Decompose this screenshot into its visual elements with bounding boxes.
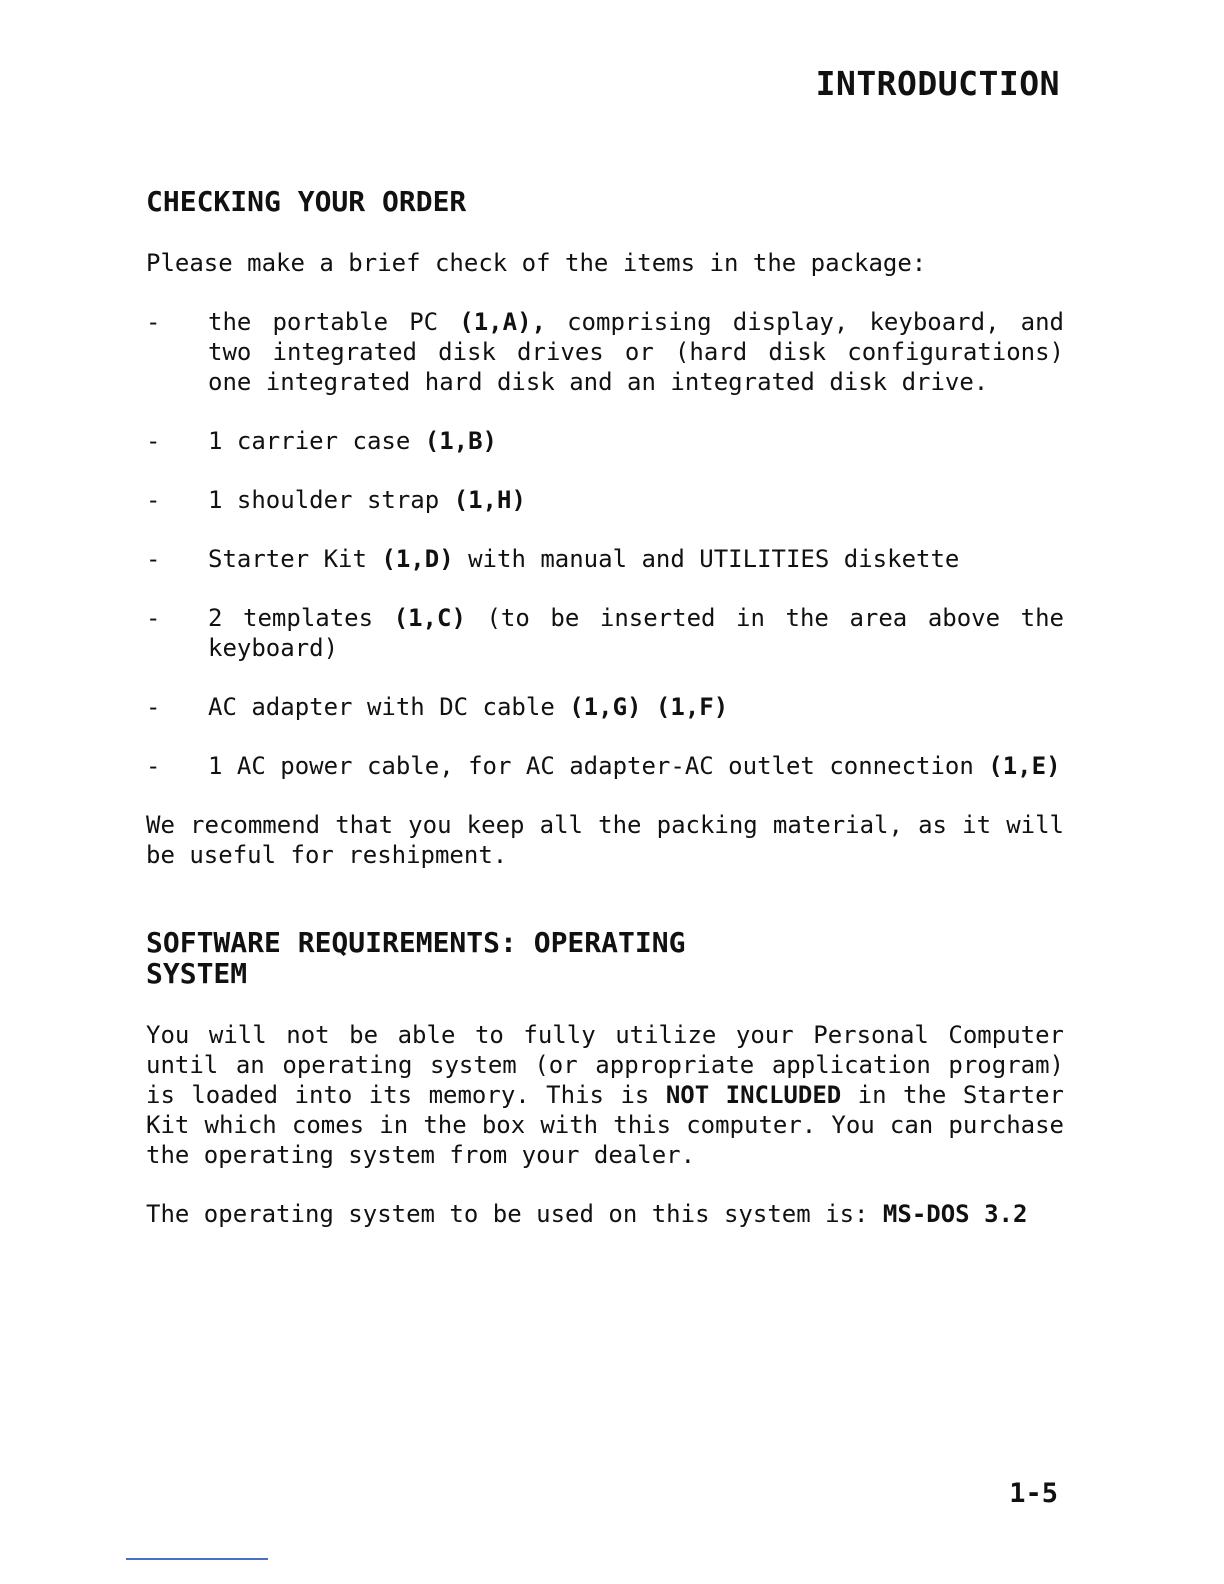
software-paragraph [146,1020,1064,1170]
paragraph-text: You will not be able to fully utilize your Personal Computer until an operating system (or appropriate application program) is loaded into its memory. This is [146,1021,1064,1109]
os-name: MS-DOS 3.2 [882,1200,1028,1228]
item-text-part: 1 AC power cable, for AC adapter-AC outlet connection [208,752,989,780]
list-bullet: - [146,486,161,514]
list-item-text [208,485,1064,515]
item-figure-ref: (1,B) [424,427,497,455]
item-text-part: 1 carrier case [208,427,425,455]
packing-recommendation: We recommend that you keep all the packing material, as it will be useful for reshipment. [146,811,1064,869]
list-item-text [208,307,1064,397]
section-heading-checking-order: CHECKING YOUR ORDER [146,185,467,218]
page-number: 1-5 [1009,1478,1058,1509]
list-bullet: - [146,693,161,721]
item-text-part: with manual and UTILITIES diskette [453,545,960,573]
heading-line: SOFTWARE REQUIREMENTS: OPERATING [146,926,686,959]
scan-artifact-line [126,1558,268,1560]
paragraph-text: The operating system to be used on this system is: [146,1200,883,1228]
list-item [146,692,1064,722]
list-item-text [208,692,1064,722]
list-item-text [208,603,1064,663]
item-figure-ref: (1,A), [459,308,546,336]
item-text-part: (to be inserted in the area above the keyboard) [208,604,1065,662]
operating-system-statement [146,1199,1064,1229]
list-item [146,307,1064,397]
item-figure-ref: (1,C) [393,604,466,632]
item-figure-ref: (1,D) [381,545,454,573]
chapter-title: INTRODUCTION [815,64,1060,103]
item-text-part: the portable PC [208,308,460,336]
item-text-part: 2 templates [208,604,394,632]
checking-order-intro: Please make a brief check of the items in the package: [146,249,927,277]
page-content [146,186,1064,1229]
item-text-part: 1 shoulder strap [208,486,454,514]
list-bullet: - [146,752,161,780]
section-heading-software-requirements [146,927,1064,989]
list-bullet: - [146,545,161,573]
list-item-text [208,751,1064,781]
list-bullet: - [146,604,161,632]
item-text-part: comprising display, keyboard, and two integrated disk drives or (hard disk configurations) one integrated hard disk and an integrated disk drive. [208,308,1065,396]
list-item-text [208,544,1064,574]
list-item [146,751,1064,781]
item-figure-ref: (1,G) (1,F) [569,693,729,721]
list-item [146,485,1064,515]
heading-line: SYSTEM [146,957,248,990]
list-item-text [208,426,1064,456]
item-text-part: AC adapter with DC cable [208,693,570,721]
package-items-list [146,307,1064,781]
list-bullet: - [146,427,161,455]
not-included-emphasis: NOT INCLUDED [665,1081,842,1109]
item-figure-ref: (1,E) [988,752,1061,780]
list-bullet: - [146,308,161,336]
item-figure-ref: (1,H) [453,486,526,514]
paragraph-text: in the Starter Kit which comes in the box with this computer. You can purchase the operating system from your dealer. [146,1081,1064,1169]
list-item [146,544,1064,574]
item-text-part: Starter Kit [208,545,382,573]
list-item [146,426,1064,456]
list-item [146,603,1064,663]
